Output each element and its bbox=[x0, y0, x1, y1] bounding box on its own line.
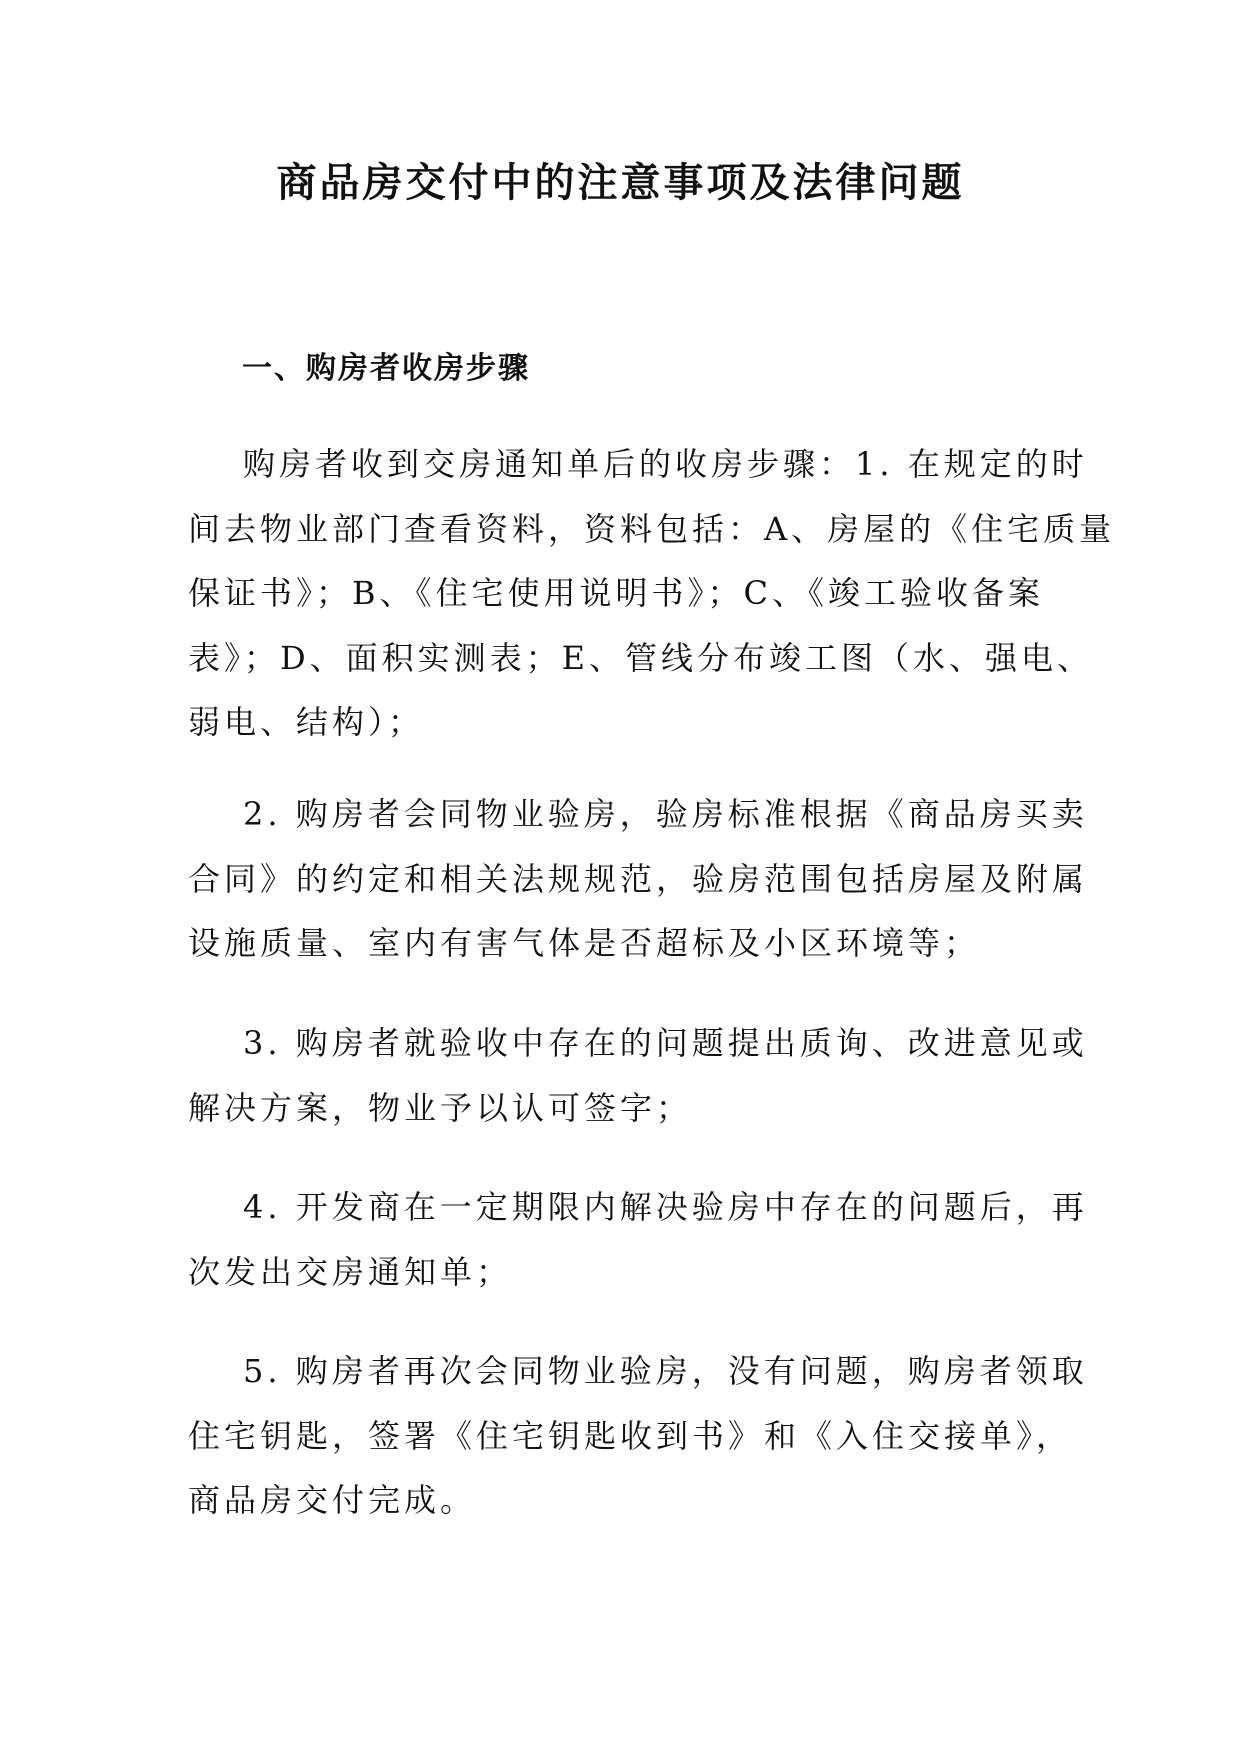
paragraph-line: 合同》的约定和相关法规规范，验房范围包括房屋及附属 bbox=[188, 859, 1089, 898]
paragraph-line: 2. 购房者会同物业验房，验房标准根据《商品房买卖 bbox=[243, 795, 1088, 833]
paragraph-1 bbox=[188, 432, 1116, 755]
paragraph-5 bbox=[188, 1339, 1088, 1533]
paragraph-line: 商品房交付完成。 bbox=[188, 1481, 477, 1519]
paragraph-line: 设施质量、室内有害气体是否超标及小区环境等； bbox=[188, 924, 981, 962]
paragraph-line: 购房者收到交房通知单后的收房步骤：1. 在规定的时 bbox=[243, 445, 1088, 483]
paragraph-line: 住宅钥匙，签署《住宅钥匙收到书》和《入住交接单》， bbox=[188, 1416, 1073, 1455]
paragraph-line: 5. 购房者再次会同物业验房，没有问题，购房者领取 bbox=[243, 1352, 1088, 1390]
paragraph-2 bbox=[188, 782, 1089, 976]
page-title: 商品房交付中的注意事项及法律问题 bbox=[276, 160, 965, 206]
paragraph-line: 保证书》；B、《住宅使用说明书》；C、《竣工验收备案 bbox=[188, 574, 1045, 612]
paragraph-line: 弱电、结构）； bbox=[188, 703, 425, 741]
paragraph-line: 表》；D、面积实测表；E、管线分布竣工图（水、强电、 bbox=[188, 638, 1094, 677]
paragraph-line: 解决方案，物业予以认可签字； bbox=[188, 1088, 693, 1127]
paragraph-4 bbox=[188, 1175, 1088, 1304]
paragraph-line: 3. 购房者就验收中存在的问题提出质询、改进意见或 bbox=[243, 1024, 1088, 1062]
paragraph-line: 间去物业部门查看资料，资料包括：A、房屋的《住宅质量 bbox=[188, 509, 1116, 548]
paragraph-line: 次发出交房通知单； bbox=[188, 1252, 513, 1291]
section-heading: 一、购房者收房步骤 bbox=[242, 351, 530, 386]
paragraph-3 bbox=[188, 1011, 1088, 1140]
paragraph-line: 4. 开发商在一定期限内解决验房中存在的问题后，再 bbox=[243, 1188, 1088, 1226]
